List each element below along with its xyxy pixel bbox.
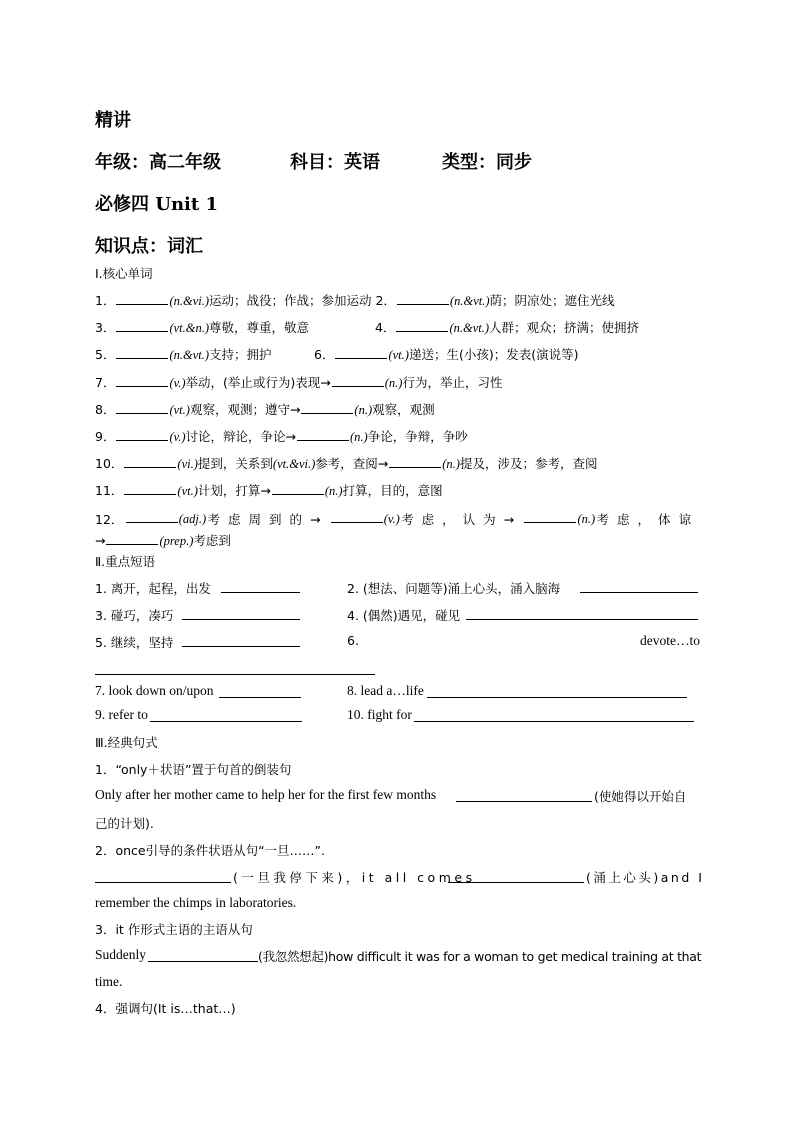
answer-blank[interactable] <box>124 482 176 495</box>
phrase-5: 5. 继续，坚持 <box>95 635 174 650</box>
sentence-3-lead: Suddenly <box>95 947 147 962</box>
sentence-4-title: 4．强调句(It is…that…) <box>95 1001 236 1016</box>
answer-blank[interactable] <box>448 882 584 883</box>
answer-blank[interactable] <box>116 319 168 332</box>
phrase-3: 3. 碰巧，凑巧 <box>95 608 174 623</box>
phrase-4: 4. (偶然)遇见，碰见 <box>347 608 461 623</box>
answer-blank[interactable] <box>124 455 176 468</box>
sentence-2-cont: remember the chimps in laboratories. <box>95 895 297 910</box>
answer-blank[interactable] <box>466 619 698 620</box>
unit-label: 必修四 Unit 1 <box>95 194 218 215</box>
subject-label: 科目：英语 <box>290 152 380 173</box>
answer-blank[interactable] <box>456 801 592 802</box>
answer-blank[interactable] <box>95 882 231 883</box>
sentence-2-hint: (涌上心头)and I <box>586 870 705 885</box>
sentence-1-cont: 己的计划). <box>95 816 154 831</box>
word-item-3: 3． (vt.&n.)尊敬，尊重，敬意 <box>95 320 310 335</box>
phrase-8: 8. lead a…life <box>347 683 424 698</box>
answer-blank[interactable] <box>524 510 576 523</box>
sentence-1-hint: (使她得以开始自 <box>594 789 687 804</box>
phrase-6-num: 6. <box>347 633 359 648</box>
word-item-12: 12． (adj.) 考虑周到的→ (v.) 考虑，认为→ (n.) 考虑，体谅 <box>95 512 699 527</box>
answer-blank[interactable] <box>332 374 384 387</box>
section-sentences-title: Ⅲ.经典句式 <box>95 735 158 750</box>
answer-blank[interactable] <box>221 592 300 593</box>
word-item-6: 6． (vt.)递送；生(小孩)；发表(演说等) <box>314 347 579 362</box>
word-item-11: 11． (vt.)计划，打算→ (n.)打算，目的，意图 <box>95 483 443 498</box>
word-item-8: 8． (vt.)观察，观测；遵守→ (n.)观察，观测 <box>95 402 435 417</box>
sentence-3-text: (我忽然想起)how difficult it was for a woman to get medical training at that <box>258 949 702 964</box>
answer-blank[interactable] <box>116 374 168 387</box>
answer-blank[interactable] <box>397 292 449 305</box>
answer-blank[interactable] <box>272 482 324 495</box>
section-core-words-title: Ⅰ.核心单词 <box>95 266 153 281</box>
answer-blank[interactable] <box>106 532 158 545</box>
grade-label: 年级：高二年级 <box>95 152 221 173</box>
sentence-3-title: 3．it 作形式主语的主语从句 <box>95 922 253 937</box>
answer-blank[interactable] <box>116 346 168 359</box>
answer-blank[interactable] <box>116 401 168 414</box>
answer-blank[interactable] <box>301 401 353 414</box>
answer-blank[interactable] <box>116 292 168 305</box>
sentence-1-text: Only after her mother came to help her for the first few months <box>95 787 437 802</box>
sentence-3-cont: time. <box>95 974 123 989</box>
sentence-1-title: 1．“only＋状语”置于句首的倒装句 <box>95 762 292 777</box>
answer-blank[interactable] <box>150 721 302 722</box>
phrase-1: 1. 离开，起程，出发 <box>95 581 211 596</box>
word-item-12-cont: → (prep.)考虑到 <box>95 533 231 548</box>
word-item-9: 9． (v.)讨论，辩论，争论→ (n.)争论，争辩，争吵 <box>95 429 468 444</box>
sentence-2-title: 2．once引导的条件状语从句“一旦……”. <box>95 843 326 858</box>
phrase-6: devote…to <box>640 633 700 648</box>
phrase-10: 10. fight for <box>347 707 412 722</box>
word-item-7: 7． (v.)举动，(举止或行为)表现→ (n.)行为，举止，习性 <box>95 375 503 390</box>
phrase-7: 7. look down on/upon <box>95 683 214 698</box>
answer-blank[interactable] <box>580 592 698 593</box>
answer-blank[interactable] <box>331 510 383 523</box>
answer-blank[interactable] <box>427 697 687 698</box>
doc-title: 精讲 <box>95 110 131 131</box>
answer-blank[interactable] <box>126 510 178 523</box>
word-item-5: 5． (n.&vt.)支持；拥护 <box>95 347 272 362</box>
section-phrases-title: Ⅱ.重点短语 <box>95 554 156 569</box>
topic-label: 知识点：词汇 <box>95 236 203 257</box>
answer-blank[interactable] <box>219 697 301 698</box>
word-item-4: 4． (n.&vt.)人群；观众；挤满；使拥挤 <box>375 320 640 335</box>
answer-blank[interactable] <box>95 674 375 675</box>
answer-blank[interactable] <box>116 428 168 441</box>
answer-blank[interactable] <box>182 646 300 647</box>
answer-blank[interactable] <box>335 346 387 359</box>
answer-blank[interactable] <box>396 319 448 332</box>
answer-blank[interactable] <box>182 619 300 620</box>
word-item-1: 1． (n.&vi.)运动；战役；作战；参加运动 2． (n.&vt.)荫；阴凉处；遮住光线 <box>95 293 615 308</box>
phrase-9: 9. refer to <box>95 707 148 722</box>
phrase-2: 2. (想法、问题等)涌上心头，涌入脑海 <box>347 581 561 596</box>
sentence-2-text: (一旦我停下来)，it all comes <box>233 870 476 885</box>
answer-blank[interactable] <box>414 721 694 722</box>
answer-blank[interactable] <box>297 428 349 441</box>
type-label: 类型：同步 <box>442 152 532 173</box>
answer-blank[interactable] <box>389 455 441 468</box>
word-item-10: 10． (vi.)提到，关系到(vt.&vi.)参考，查阅→ (n.)提及，涉及；参考，查阅 <box>95 456 598 471</box>
answer-blank[interactable] <box>148 961 258 962</box>
